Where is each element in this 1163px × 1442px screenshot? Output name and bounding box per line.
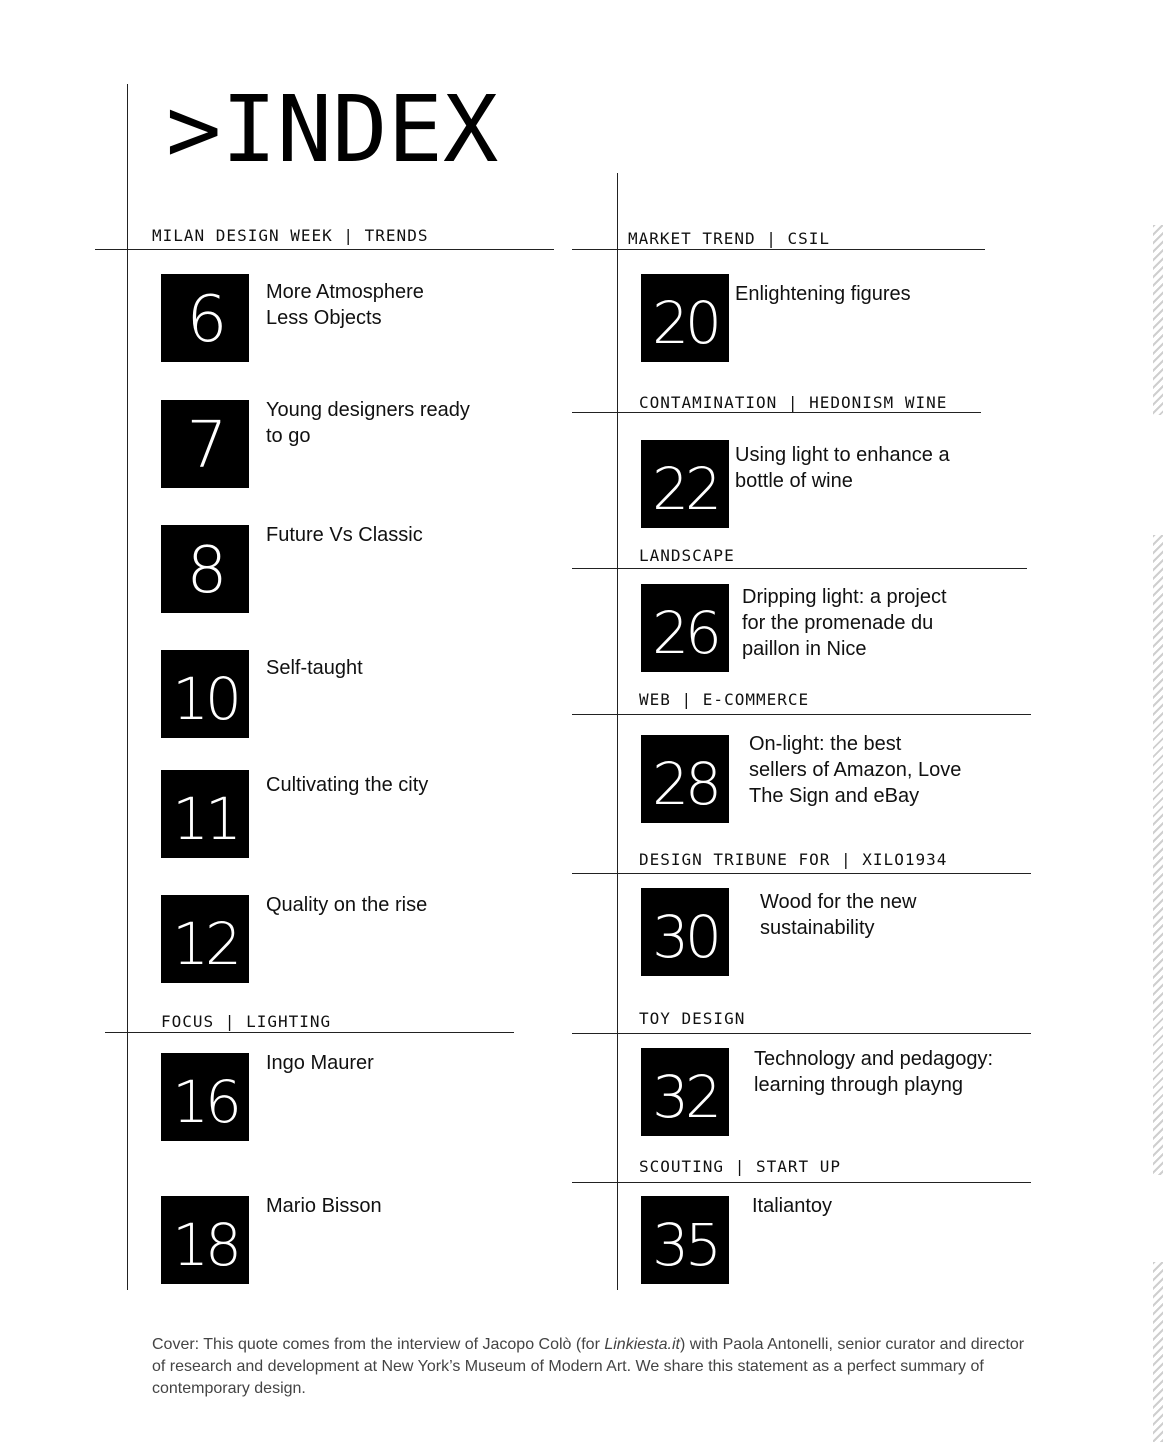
page-number-box [161,895,249,983]
page-number-box [641,274,729,362]
page-number: 32 [652,1063,718,1131]
article-title[interactable]: Using light to enhance a bottle of wine [735,444,950,492]
cover-caption [152,1334,1032,1400]
section-rule [572,568,1027,569]
caption-text-after: ) with Paola Antonelli, senior curator and director of research and development at New York’s Museum of Modern Art. We share this statement as a perfect summary of contemporary design. [152,1336,1025,1397]
page-title: >INDEX [166,76,499,183]
page-number-box [641,888,729,976]
caption-source: Linkiesta.it [604,1336,680,1353]
page-number: 6 [186,283,224,357]
page-number: 28 [652,750,718,818]
section-rule [572,1033,1031,1034]
section-heading: WEB | E-COMMERCE [639,690,810,709]
article-title[interactable]: Young designers ready to go [266,399,470,447]
page-number: 20 [652,289,718,357]
article-title[interactable]: Dripping light: a project for the promenade du paillon in Nice [742,586,947,660]
page-number: 26 [652,599,718,667]
article-title[interactable]: Mario Bisson [266,1195,382,1217]
page-number-box [641,1196,729,1284]
article-title[interactable]: Ingo Maurer [266,1052,374,1074]
section-heading: FOCUS | LIGHTING [161,1012,332,1031]
section-heading: MARKET TREND | CSIL [628,229,831,248]
article-title[interactable]: Future Vs Classic [266,524,423,546]
page-number-box [161,400,249,488]
page-number: 7 [186,409,224,483]
page-number-box [641,440,729,528]
right-column-rule [617,173,618,1290]
section-heading: DESIGN TRIBUNE FOR | XILO1934 [639,850,948,869]
page-number-box [161,274,249,362]
article-title[interactable]: Italiantoy [752,1195,833,1217]
page-number-box [161,1196,249,1284]
section-heading: SCOUTING | START UP [639,1157,842,1176]
page-number-box [161,650,249,738]
page-number-box [161,525,249,613]
page-number: 18 [172,1211,238,1279]
page-number: 11 [172,785,238,853]
section-rule [95,249,554,250]
page-number: 8 [186,534,224,608]
article-title[interactable]: On-light: the best sellers of Amazon, Love The Sign and eBay [749,733,962,807]
page-number-box [161,770,249,858]
article-title[interactable]: Wood for the new sustainability [760,891,917,939]
section-heading: LANDSCAPE [639,546,735,565]
page-number-box [641,1048,729,1136]
page-number-box [641,584,729,672]
edge-hatch-top [1153,225,1163,415]
section-heading: CONTAMINATION | HEDONISM WINE [639,393,948,412]
article-title[interactable]: More Atmosphere Less Objects [266,281,424,329]
page-number-box [161,1053,249,1141]
section-rule [572,714,1031,715]
page-number: 35 [652,1211,718,1279]
page-number: 16 [172,1068,238,1136]
article-title[interactable]: Enlightening figures [735,283,911,305]
section-rule [572,1182,1031,1183]
section-rule [572,873,1031,874]
left-column-rule [127,84,128,1290]
section-heading: MILAN DESIGN WEEK | TRENDS [152,226,429,245]
page-number: 30 [652,903,718,971]
article-title[interactable]: Quality on the rise [266,894,428,916]
caption-text-before: Cover: This quote comes from the interview of Jacopo Colò (for [152,1336,605,1353]
edge-hatch-middle [1153,535,1163,1175]
edge-hatch-bottom [1153,1262,1163,1442]
section-heading: TOY DESIGN [639,1009,746,1028]
article-title[interactable]: Self-taught [266,657,363,679]
section-rule [572,412,981,413]
page-number: 12 [172,910,238,978]
article-title[interactable]: Technology and pedagogy: learning through playng [754,1048,994,1096]
page-number-box [641,735,729,823]
page-number: 10 [172,665,238,733]
page-number: 22 [652,455,718,523]
article-title[interactable]: Cultivating the city [266,774,429,796]
section-rule [572,249,985,250]
section-rule [105,1032,514,1033]
